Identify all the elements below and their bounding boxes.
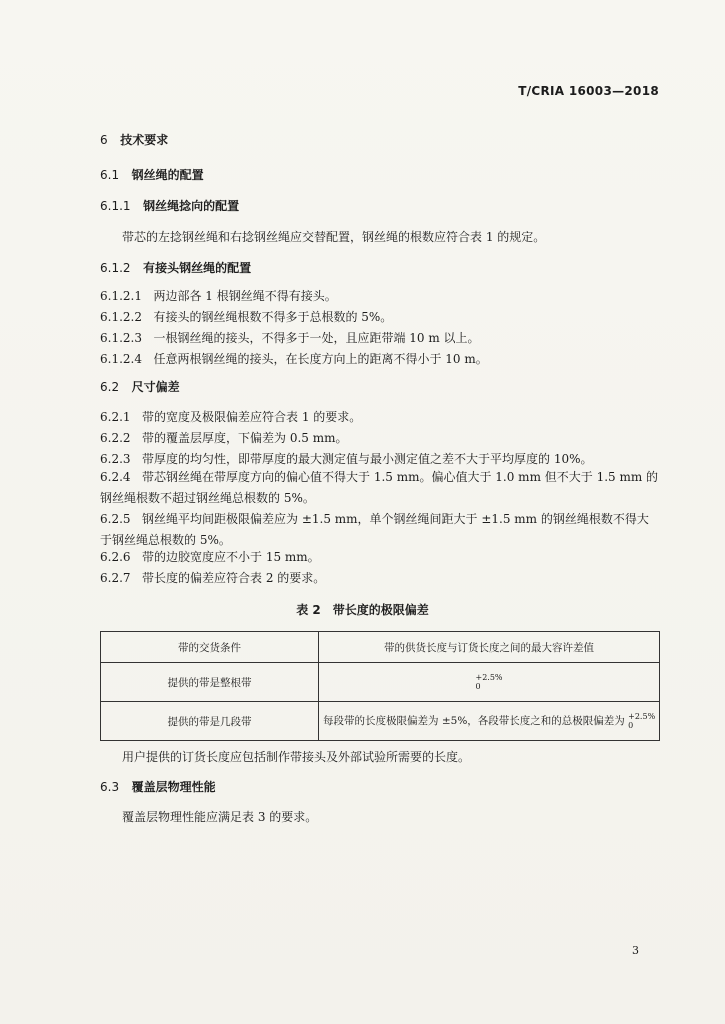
standard-code: T/CRIA 16003—2018 [518,84,659,98]
section-6-3-heading: 6.3 覆盖层物理性能 [100,780,216,794]
paragraph-6-3: 覆盖层物理性能应满足表 3 的要求。 [122,810,318,824]
section-6-1-heading: 6.1 钢丝绳的配置 [100,168,204,182]
item-6-1-2-1: 6.1.2.1 两边部各 1 根钢丝绳不得有接头。 [100,289,337,303]
table-cell: 提供的带是整根带 [101,663,319,702]
table-header-cell: 带的供货长度与订货长度之间的最大容许差值 [319,632,660,663]
table-row [101,702,660,741]
item-6-2-4: 6.2.4 带芯钢丝绳在带厚度方向的偏心值不得大于 1.5 mm。偏心值大于 1.0 mm 但不大于 1.5 mm 的钢丝绳根数不超过钢丝绳总根数的 5%。 [100,470,659,505]
paragraph-after-table: 用户提供的订货长度应包括制作带接头及外部试验所需要的长度。 [122,750,471,764]
item-6-2-7: 6.2.7 带长度的偏差应符合表 2 的要求。 [100,571,326,585]
section-6-heading: 6 技术要求 [100,133,169,147]
item-6-2-1: 6.2.1 带的宽度及极限偏差应符合表 1 的要求。 [100,410,362,424]
item-6-1-2-3: 6.1.2.3 一根钢丝绳的接头，不得多于一处，且应距带端 10 m 以上。 [100,331,480,345]
item-6-1-2-2: 6.1.2.2 有接头的钢丝绳根数不得多于总根数的 5%。 [100,310,393,324]
paragraph-6-1-1: 带芯的左捻钢丝绳和右捻钢丝绳应交替配置，钢丝绳的根数应符合表 1 的规定。 [122,230,546,244]
table-2 [100,631,660,741]
table-2-caption: 表 2 带长度的极限偏差 [296,603,429,617]
table-header-cell: 带的交货条件 [101,632,319,663]
item-6-2-2: 6.2.2 带的覆盖层厚度，下偏差为 0.5 mm。 [100,431,348,445]
table-header-row [101,632,660,663]
item-6-2-6: 6.2.6 带的边胶宽度应不小于 15 mm。 [100,550,320,564]
table-cell [319,663,660,702]
section-6-2-heading: 6.2 尺寸偏差 [100,380,180,394]
item-6-2-3: 6.2.3 带厚度的均匀性，即带厚度的最大测定值与最小测定值之差不大于平均厚度的 10%。 [100,452,593,466]
item-6-2-5: 6.2.5 钢丝绳平均间距极限偏差应为 ±1.5 mm，单个钢丝绳间距大于 ±1.5 mm 的钢丝绳根数不得大于钢丝绳总根数的 5%。 [100,512,649,547]
table-cell: 提供的带是几段带 [101,702,319,741]
table-cell: 每段带的长度极限偏差为 ±5%，各段带长度之和的总极限偏差为 +2.5% 0 [319,702,660,741]
table-row [101,663,660,702]
section-6-1-1-heading: 6.1.1 钢丝绳捻向的配置 [100,199,240,213]
tolerance-value: +2.5% 0 [628,712,656,730]
item-6-1-2-4: 6.1.2.4 任意两根钢丝绳的接头，在长度方向上的距离不得小于 10 m。 [100,352,488,366]
section-6-1-2-heading: 6.1.2 有接头钢丝绳的配置 [100,261,252,275]
page-number: 3 [632,944,639,957]
tolerance-value: +2.5% 0 [475,673,503,691]
